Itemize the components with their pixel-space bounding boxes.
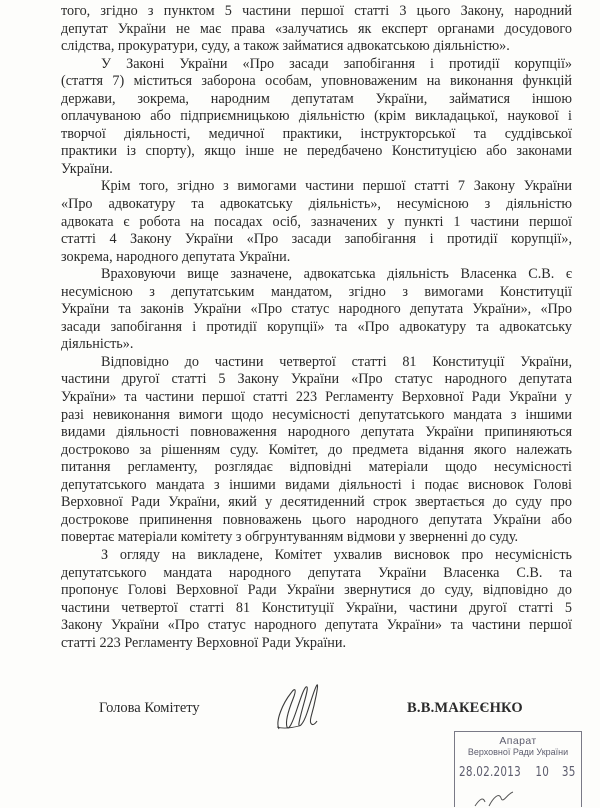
text-line: Закону України «Про статус народного депутата України» та частини першої (61, 617, 572, 634)
text-line: частини другої статті 5 Закону України «Про статус народного депутата (61, 371, 572, 388)
paragraph (61, 178, 572, 266)
text-line: депутатського мандата з іншими видами діяльності і подає висновок Голові (61, 476, 572, 493)
text-line: видами діяльності повноваження народного депутата України припиняються (61, 424, 572, 441)
paragraph (61, 56, 572, 179)
text-line: депутатського мандата народного депутата України Власенка С.В. та (61, 564, 572, 581)
text-line: Відповідно до частини четвертої статті 81 Конституції України, (101, 353, 572, 370)
text-line: практики із спорту), якщо інше не передбачено Конституцією або законами (61, 143, 572, 160)
text-line: статті 4 Закону України «Про засади запобігання і протидії корупції», (61, 231, 572, 248)
text-line: оплачуваною або підприємницькою діяльністю (крім викладацької, наукової і (61, 108, 572, 125)
text-line: депутат України не має права «залучатись як експерт органами досудового (61, 20, 572, 37)
text-line: разі невиконання вимоги щодо несумісності депутатського мандата з іншими (61, 406, 572, 423)
stamp-org-line1: Апарат (499, 735, 537, 747)
text-line: адвоката є робота на посадах осіб, зазначених у пункті 1 частини першої (61, 213, 572, 230)
signatory-title: Голова Комітету (99, 700, 200, 716)
registration-stamp (454, 731, 582, 807)
text-line: творчої діяльності, медичної практики, інструкторської та суддівської (61, 125, 572, 142)
text-line: З огляду на викладене, Комітет ухвалив висновок про несумісність (101, 546, 572, 563)
text-line: держави, зокрема, народним депутатам України, займатися іншою (61, 90, 572, 107)
text-line: частини четвертої статті 81 Конституції України, частини другої статті 5 (61, 599, 572, 616)
text-line: слідства, прокуратури, суду, а також займатися адвокатською діяльністю». (61, 38, 510, 55)
text-line: України та законів України «Про статус народного депутата України», «Про (61, 301, 572, 318)
paragraph (61, 547, 572, 652)
stamp-minute: 35 (561, 765, 576, 780)
text-line: питання регламенту, розглядає відповідні матеріали щодо несумісності (61, 459, 572, 476)
text-line: діяльність». (61, 336, 134, 353)
signatory-name: В.В.МАКЕЄНКО (407, 700, 523, 716)
text-line: достроково за рішенням суду. Комітет, до предмета відання якого належать (61, 441, 572, 458)
paragraph (61, 354, 572, 547)
text-line: зокрема, народного депутата України. (61, 248, 291, 265)
stamp-datetime (455, 765, 576, 780)
stamp-hour: 10 (535, 765, 550, 780)
text-line: Верховної Ради України, який у десятиденний строк звертається до суду про (61, 494, 572, 511)
paragraph (61, 3, 572, 56)
text-line: пропонує Голові Верховної Ради України звернутися до суду, відповідно до (61, 582, 572, 599)
paragraph (61, 266, 572, 354)
stamp-org-line2: Верховної Ради України (467, 747, 569, 757)
stamp-date: 28.02.2013 (459, 765, 521, 780)
handwritten-signature (273, 681, 323, 733)
text-line: Враховуючи вище зазначене, адвокатська діяльність Власенка С.В. є (101, 266, 572, 283)
text-line: Крім того, згідно з вимогами частини першої статті 7 Закону України (101, 178, 572, 195)
text-line: України. (61, 160, 113, 177)
text-line: дострокове припинення повноважень цього народного депутата України або (61, 511, 572, 528)
document-body (61, 3, 572, 652)
text-line: несумісною з депутатським мандатом, згідно з вимогами Конституції (61, 283, 572, 300)
stamp-handwritten-mark (473, 788, 523, 808)
text-line: засади запобігання і протидії корупції» та «Про адвокатуру та адвокатську (61, 318, 572, 335)
text-line: України» та частини першої статті 223 Регламенту Верховної Ради України у (61, 389, 572, 406)
text-line: У Законі України «Про засади запобігання і протидії корупції» (101, 55, 572, 72)
text-line: (стаття 7) міститься заборона особам, уповноваженим на виконання функцій (61, 73, 572, 90)
text-line: того, згідно з пунктом 5 частини першої статті 3 цього Закону, народний (61, 3, 572, 19)
text-line: повертає матеріали комітету з обгрунтуванням відмови у зверненні до суду. (61, 529, 519, 546)
text-line: «Про адвокатуру та адвокатську діяльність», несумісною з діяльністю (61, 196, 572, 213)
text-line: статті 223 Регламенту Верховної Ради України. (61, 634, 346, 651)
